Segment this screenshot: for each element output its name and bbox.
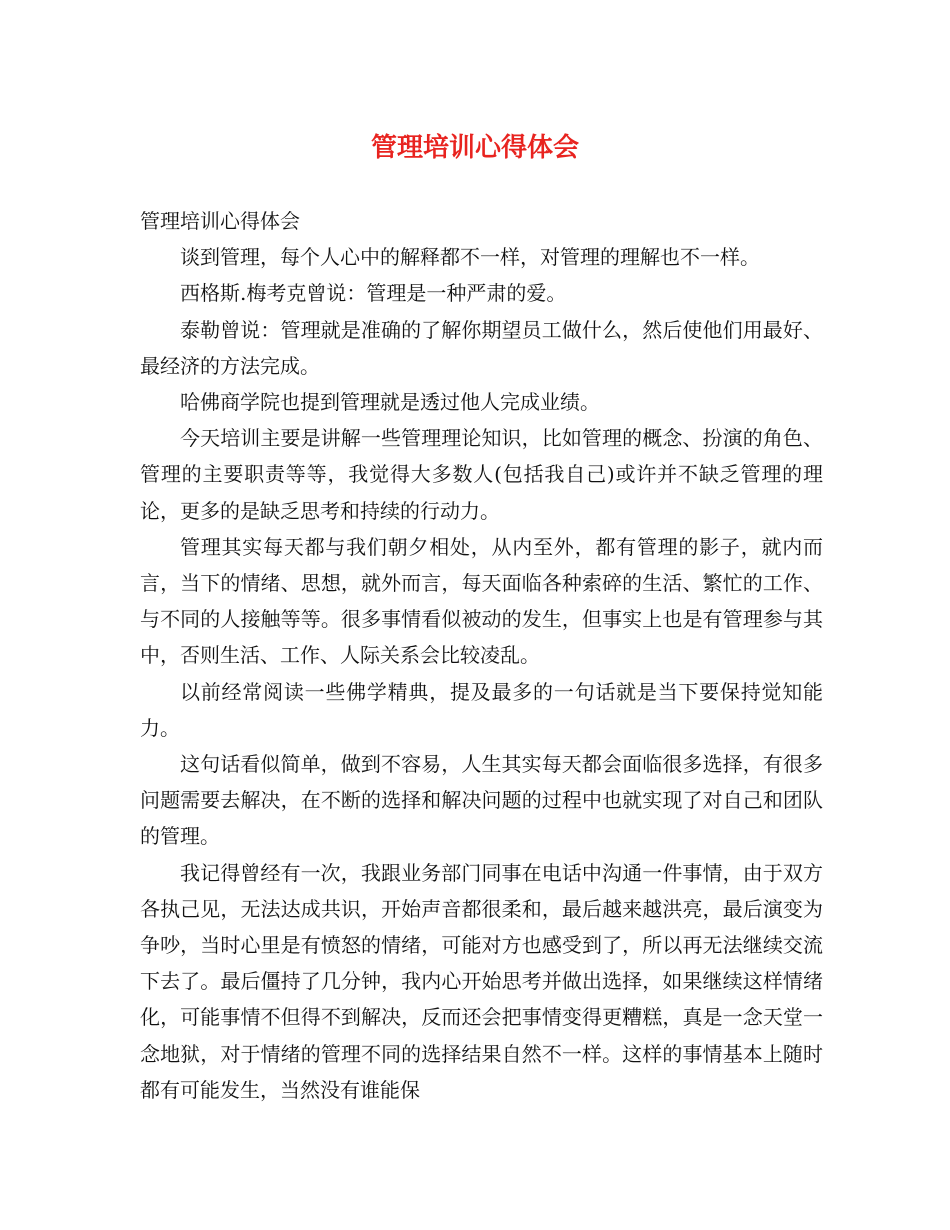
paragraph-6: 管理其实每天都与我们朝夕相处，从内至外，都有管理的影子，就内而言，当下的情绪、思想，就外而言，每天面临各种索碎的生活、繁忙的工作、与不同的人接触等等。很多事情看似被动的发生，但事实上也是有管理参与其中，否则生活、工作、人际关系会比较凌乱。 — [140, 534, 823, 668]
paragraph-8: 这句话看似简单，做到不容易，人生其实每天都会面临很多选择，有很多问题需要去解决，在不断的选择和解决问题的过程中也就实现了对自己和团队的管理。 — [140, 752, 823, 849]
document-subtitle: 管理培训心得体会 — [140, 209, 300, 233]
document-title: 管理培训心得体会 — [370, 133, 579, 163]
paragraph-3: 泰勒曾说：管理就是准确的了解你期望员工做什么，然后使他们用最好、最经济的方法完成。 — [140, 317, 823, 378]
document-body — [140, 203, 823, 1108]
paragraph-2: 西格斯.梅考克曾说：管理是一种严肃的爱。 — [180, 281, 567, 306]
paragraph-9: 我记得曾经有一次，我跟业务部门同事在电话中沟通一件事情，由于双方各执己见，无法达成共识，开始声音都很柔和，最后越来越洪亮，最后演变为争吵，当时心里是有愤怒的情绪，可能对方也感受到了，所以再无法继续交流下去了。最后僵持了几分钟，我内心开始思考并做出选择，如果继续这样情绪化，可能事情不但得不到解决，反而还会把事情变得更糟糕，真是一念天堂一念地狱，对于情绪的管理不同的选择结果自然不一样。这样的事情基本上随时都有可能发生，当然没有谁能保 — [140, 860, 823, 1102]
paragraph-4: 哈佛商学院也提到管理就是透过他人完成业绩。 — [180, 390, 600, 415]
paragraph-5: 今天培训主要是讲解一些管理理论知识，比如管理的概念、扮演的角色、管理的主要职责等等，我觉得大多数人(包括我自己)或许并不缺乏管理的理论，更多的是缺乏思考和持续的行动力。 — [140, 426, 823, 523]
paragraph-1: 谈到管理，每个人心中的解释都不一样，对管理的理解也不一样。 — [180, 245, 760, 270]
paragraph-7: 以前经常阅读一些佛学精典，提及最多的一句话就是当下要保持觉知能力。 — [140, 679, 823, 740]
